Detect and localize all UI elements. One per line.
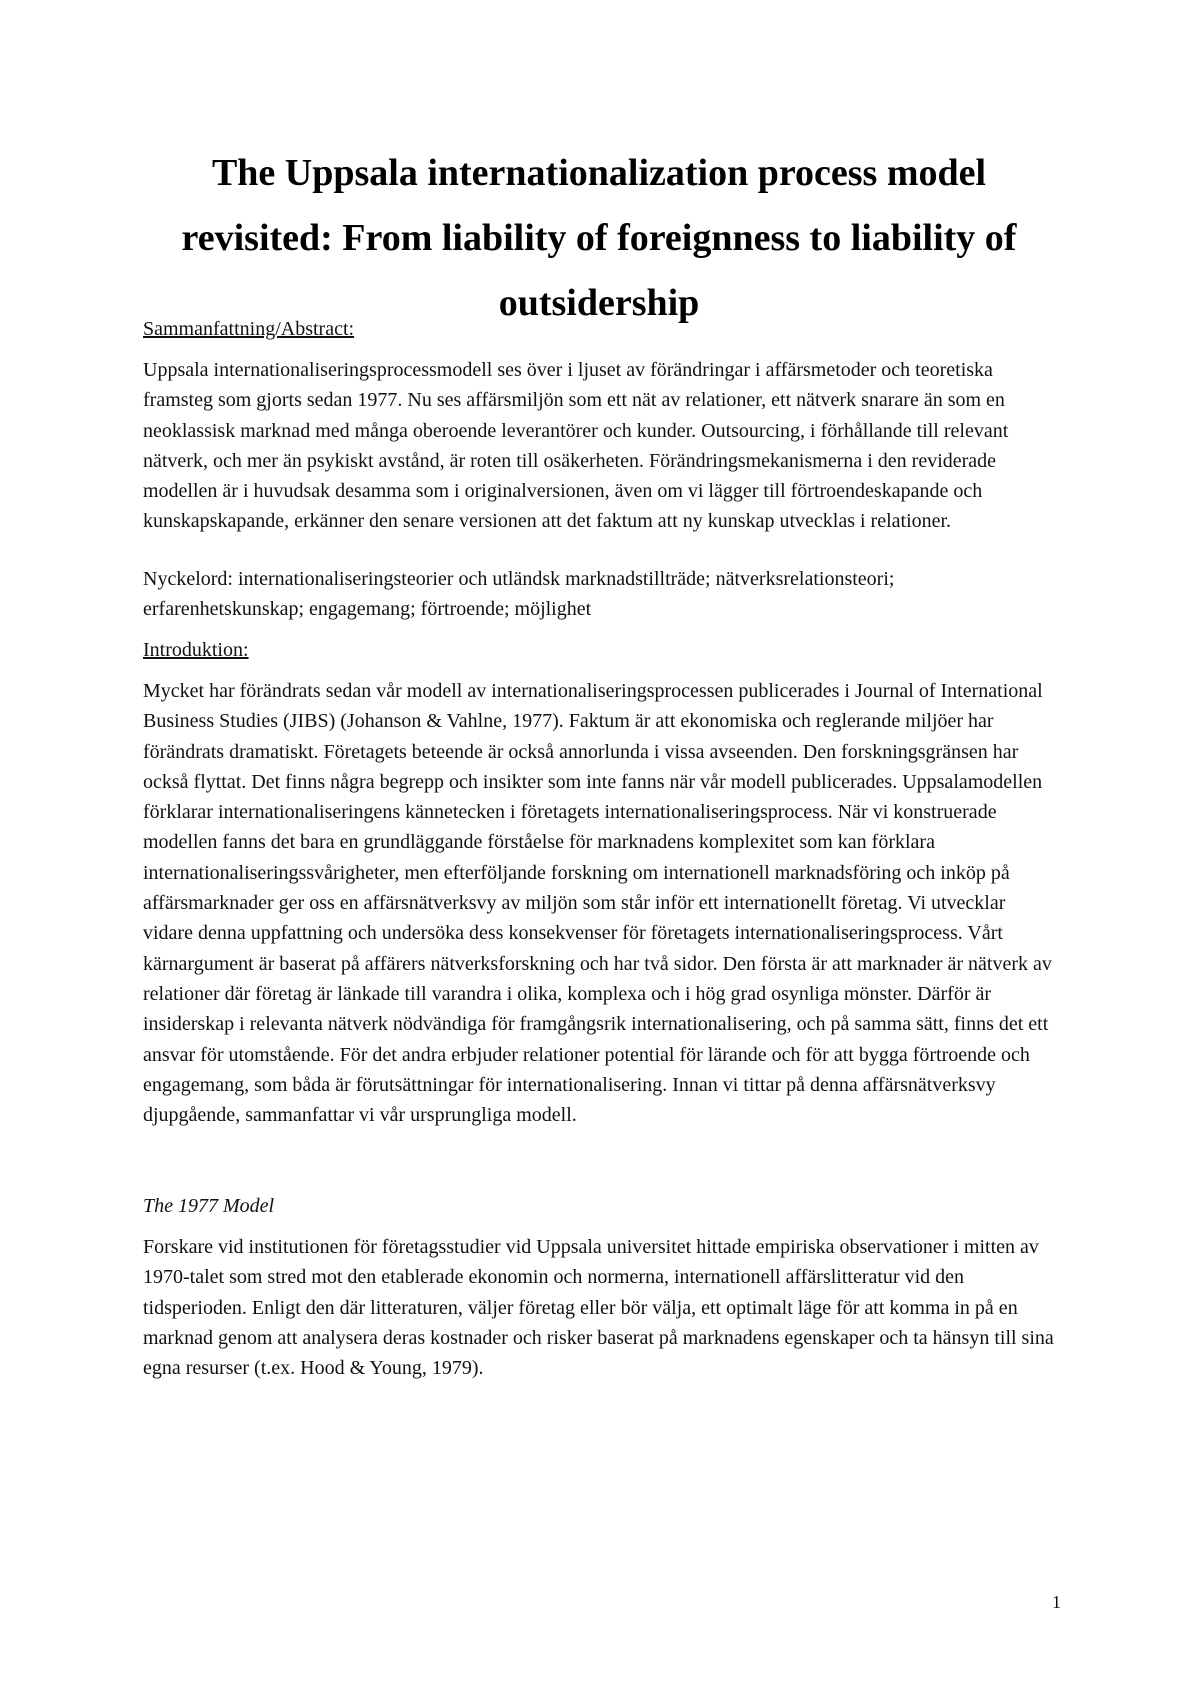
introduction-paragraph: Mycket har förändrats sedan vår modell av internationaliseringsprocessen publicerades i Journal of International Business Studies (JIBS) (Johanson & Vahlne, 1977). Faktum är att ekonomiska och reglerande miljöer har förändrats dramatiskt. Företagets beteende är också annorlunda i vissa avseenden. Den forskningsgränsen har också flyttat. Det finns några begrepp och insikter som inte fanns när vår modell publicerades. Uppsalamodellen förklarar internationaliseringens kännetecken i företagets internationaliseringsprocess. När vi konstruerade modellen fanns det bara en grundläggande förståelse för marknadens komplexitet som kan förklara internationaliseringssvårigheter, men efterföljande forskning om internationell marknadsföring och inköp på affärsmarknader ger oss en affärsnätverksvy av miljön som står inför ett internationellt företag. Vi utvecklar vidare denna uppfattning och undersöka dess konsekvenser för företagets internationaliseringsprocess. Vårt kärnargument är baserat på affärers nätverksforskning och har två sidor. Den första är att marknader är nätverk av relationer där företag är länkade till varandra i olika, komplexa och i hög grad osynliga mönster. Därför är insiderskap i relevanta nätverk nödvändiga för framgångsrik internationalisering, och på samma sätt, finns det ett ansvar för utomstående. För det andra erbjuder relationer potential för lärande och för att bygga förtroende och engagemang, som båda är förutsättningar för internationalisering. Innan vi tittar på denna affärsnätverksvy djupgående, sammanfattar vi vår ursprungliga modell. bbox=[143, 680, 1052, 1127]
page-number: 1 bbox=[1052, 1592, 1061, 1612]
document-title: The Uppsala internationalization process model revisited: From liability of foreignness to liability of outsidership bbox=[181, 152, 1017, 324]
keywords-paragraph: Nyckelord: internationaliseringsteorier och utländsk marknadstillträde; nätverksrelationsteori; erfarenhetskunskap; engagemang; förtroende; möjlighet bbox=[143, 568, 895, 621]
abstract-heading: Sammanfattning/Abstract: bbox=[143, 318, 355, 340]
abstract-paragraph: Uppsala internationaliseringsprocessmodell ses över i ljuset av förändringar i affärsmetoder och teoretiska framsteg som gjorts sedan 1977. Nu ses affärsmiljön som ett nät av relationer, ett nätverk snarare än som en neoklassisk marknad med många oberoende leverantörer och kunder. Outsourcing, i förhållande till relevant nätverk, och mer än psykiskt avstånd, är roten till osäkerheten. Förändringsmekanismerna i den reviderade modellen är i huvudsak desamma som i originalversionen, även om vi lägger till förtroendeskapande och kunskapskapande, erkänner den senare versionen att det faktum att ny kunskap utvecklas i relationer. bbox=[143, 359, 1009, 533]
model-1977-heading: The 1977 Model bbox=[143, 1195, 275, 1217]
model-1977-paragraph: Forskare vid institutionen för företagsstudier vid Uppsala universitet hittade empiriska observationer i mitten av 1970-talet som stred mot den etablerade ekonomin och normerna, internationell affärslitteratur vid den tidsperioden. Enligt den där litteraturen, väljer företag eller bör välja, ett optimalt läge för att komma in på en marknad genom att analysera deras kostnader och risker baserat på marknadens egenskaper och ta hänsyn till sina egna resurser (t.ex. Hood & Young, 1979). bbox=[143, 1236, 1054, 1380]
introduction-heading: Introduktion: bbox=[143, 639, 249, 661]
